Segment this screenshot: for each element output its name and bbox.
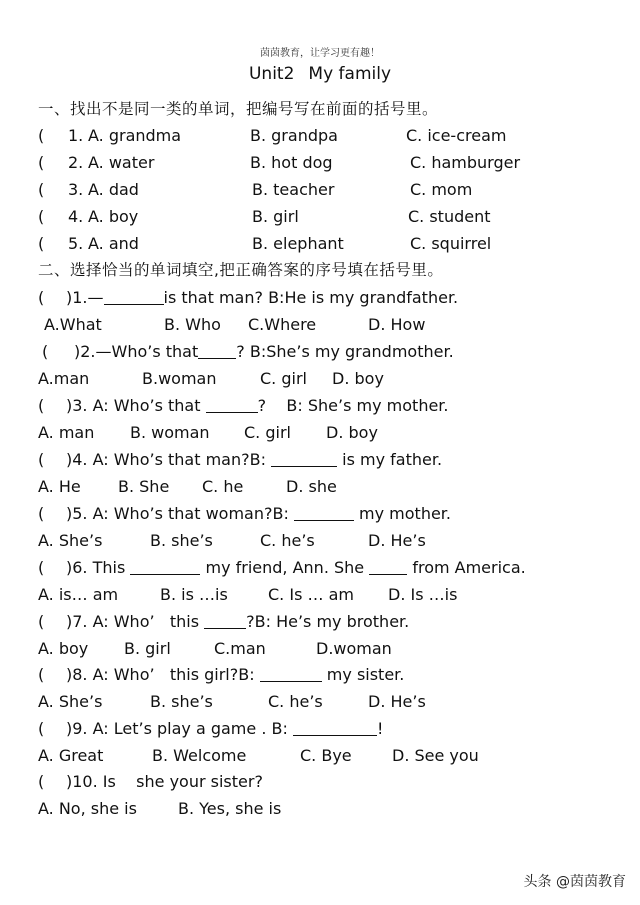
q2-options: A.man B.woman C. girl D. boy [38, 369, 384, 388]
watermark: 头条 @茵茵教育 [523, 874, 626, 890]
q5: ( )5. A: Who’s that woman?B: my mother. [38, 501, 620, 527]
answer-paren[interactable]: ( [38, 665, 45, 684]
q9: ( )9. A: Let’s play a game . B: ! [38, 716, 620, 742]
answer-paren[interactable]: ( [38, 558, 45, 577]
answer-paren[interactable]: ( [38, 180, 45, 199]
page-title [0, 64, 640, 84]
page-header: 茵茵教育，让学习更有趣！ [260, 48, 380, 59]
q9-options: A. Great B. Welcome C. Bye D. See you [38, 746, 479, 765]
answer-paren[interactable]: ( [42, 342, 49, 361]
unit-name: My family [308, 64, 392, 84]
answer-paren[interactable]: ( [38, 504, 45, 523]
section-1-instruction: 一、找出不是同一类的单词，把编号写在前面的括号里。 [38, 100, 439, 118]
q5-options: A. She’s B. she’s C. he’s D. He’s [38, 531, 426, 550]
s1-row-3: ( 3. A. dad B. teacher C. mom [38, 177, 620, 203]
answer-paren[interactable]: ( [38, 126, 45, 145]
answer-paren[interactable]: ( [38, 719, 45, 738]
fill-blank[interactable] [198, 341, 236, 359]
q4: ( )4. A: Who’s that man?B: is my father. [38, 447, 620, 473]
fill-blank[interactable] [104, 287, 164, 305]
answer-paren[interactable]: ( [38, 772, 45, 791]
q6-options: A. is… am B. is …is C. Is … am D. Is …is [38, 585, 458, 604]
fill-blank[interactable] [204, 611, 246, 629]
q8-options: A. She’s B. she’s C. he’s D. He’s [38, 692, 426, 711]
q8: ( )8. A: Who’ this girl?B: my sister. [38, 662, 620, 688]
answer-paren[interactable]: ( [38, 153, 45, 172]
q7-options: A. boy B. girl C.man D.woman [38, 639, 392, 658]
q2: ( )2.—Who’s that ? B:She’s my grandmother. [38, 339, 620, 365]
s1-row-2: ( 2. A. water B. hot dog C. hamburger [38, 150, 620, 176]
q3: ( )3. A: Who’s that ? B: She’s my mother. [38, 393, 620, 419]
s1-row-1: ( 1. A. grandma B. grandpa C. ice-cream [38, 123, 620, 149]
fill-blank[interactable] [206, 395, 258, 413]
answer-paren[interactable]: ( [38, 288, 45, 307]
answer-paren[interactable]: ( [38, 207, 45, 226]
fill-blank[interactable] [294, 503, 354, 521]
q4-options: A. He B. She C. he D. she [38, 477, 337, 496]
fill-blank[interactable] [271, 449, 337, 467]
q6: ( )6. This my friend, Ann. She from America. [38, 555, 620, 581]
fill-blank[interactable] [369, 557, 407, 575]
fill-blank[interactable] [293, 718, 377, 736]
q3-options: A. man B. woman C. girl D. boy [38, 423, 378, 442]
answer-paren[interactable]: ( [38, 396, 45, 415]
unit-label: Unit2 [248, 64, 295, 84]
section-2-instruction: 二、选择恰当的单词填空,把正确答案的序号填在括号里。 [38, 261, 444, 279]
fill-blank[interactable] [130, 557, 200, 575]
s1-row-5: ( 5. A. and B. elephant C. squirrel [38, 231, 620, 257]
q10-options: A. No, she is B. Yes, she is [38, 799, 282, 818]
q1-options: A.What B. Who C.Where D. How [44, 315, 426, 334]
q1: ( )1.— is that man? B:He is my grandfather. [38, 285, 620, 311]
fill-blank[interactable] [260, 664, 322, 682]
answer-paren[interactable]: ( [38, 612, 45, 631]
q10: ( )10. Is she your sister? [38, 769, 620, 795]
answer-paren[interactable]: ( [38, 450, 45, 469]
s1-row-4: ( 4. A. boy B. girl C. student [38, 204, 620, 230]
answer-paren[interactable]: ( [38, 234, 45, 253]
q7: ( )7. A: Who’ this ?B: He’s my brother. [38, 609, 620, 635]
